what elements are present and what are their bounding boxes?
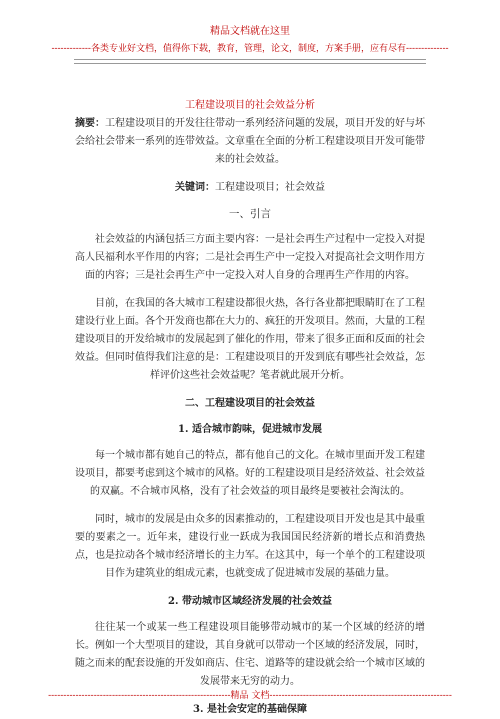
paragraph: 同时，城市的发展是由众多的因素推动的，工程建设项目开发也是其中最重要的要素之一。近年来，建设行业一跃成为我国国民经济新的增长点和消费热点，也是拉动各个城市经济增长的主力军。在这其中，每一个单个的工程建设项目作为建筑业的组成元素，也就变成了促进城市发展的基础力量。 bbox=[75, 514, 425, 579]
section-2-heading: 二、工程建设项目的社会效益 bbox=[185, 398, 315, 409]
footer-text: ------------------------------------------------------------精品 文档------------------------------------------------------------ bbox=[48, 691, 452, 701]
paragraph: 目前，在我国的各大城市工程建设都很火热，各行各业都把眼睛盯在了工程建设行业上面。各个开发商也都在大力的、疯狂的开发项目。然而，大量的工程建设项目的开发给城市的发展起到了催化的作用，带来了很多正面和反面的社会效益。但同时值得我们注意的是：工程建设项目的开发到底有哪些社会效益，怎样评价这些社会效益呢？笔者就此展开分析。 bbox=[75, 298, 425, 381]
keywords-text: 工程建设项目；社会效益 bbox=[215, 182, 325, 193]
subsection-3-heading: 3. 是社会安定的基础保障 bbox=[193, 704, 307, 715]
subsection-2-heading: 2. 带动城市区域经济发展的社会效益 bbox=[168, 596, 332, 607]
abstract bbox=[75, 115, 425, 169]
paragraph: 每一个城市都有她自己的特点，都有他自己的文化。在城市里面开发工程建设项目，都要考虑到这个城市的风格。好的工程建设项目是经济效益、社会效益的双赢。不合城市风格，没有了社会效益的项目最终是要被社会淘汰的。 bbox=[75, 450, 425, 497]
abstract-text: 工程建设项目的开发往往带动一系列经济问题的发展，项目开发的好与坏会给社会带来一系列的连带效益。文章重在全面的分析工程建设项目开发可能带来的社会效益。 bbox=[75, 118, 425, 165]
paragraph: 社会效益的内涵包括三方面主要内容：一是社会再生产过程中一定投入对提高人民福利水平作用的内容；二是社会再生产中一定投入对提高社会文明作用方面的内容；三是社会再生产中一定投入对人自身的合理再生产作用的内容。 bbox=[75, 234, 425, 281]
header-title: 精品文档就在这里 bbox=[210, 26, 290, 37]
document-title: 工程建设项目的社会效益分析 bbox=[185, 100, 315, 111]
keywords-label: 关键词： bbox=[175, 182, 215, 193]
section-1-heading: 一、引言 bbox=[229, 208, 271, 220]
abstract-label: 摘要： bbox=[75, 118, 105, 129]
subsection-1-heading: 1. 适合城市韵味，促进城市发展 bbox=[178, 424, 322, 435]
header-rule-top bbox=[74, 59, 426, 60]
paragraph: 往往某一个或某一些工程建设项目能够带动城市的某一个区域的经济的增长。例如一个大型项目的建设，其自身就可以带动一个区域的经济发展，同时，随之而来的配套设施的开发如商店、住宅、道路等的建设就会给一个城市区域的发展带来无穷的动力。 bbox=[75, 622, 425, 687]
header-tagline: -------------各类专业好文档，值得你下载，教育，管理，论文，制度，方案手册，应有尽有-------------- bbox=[51, 44, 449, 54]
document-body bbox=[75, 115, 425, 719]
keywords bbox=[75, 179, 425, 197]
header-rule-bottom bbox=[74, 63, 426, 64]
